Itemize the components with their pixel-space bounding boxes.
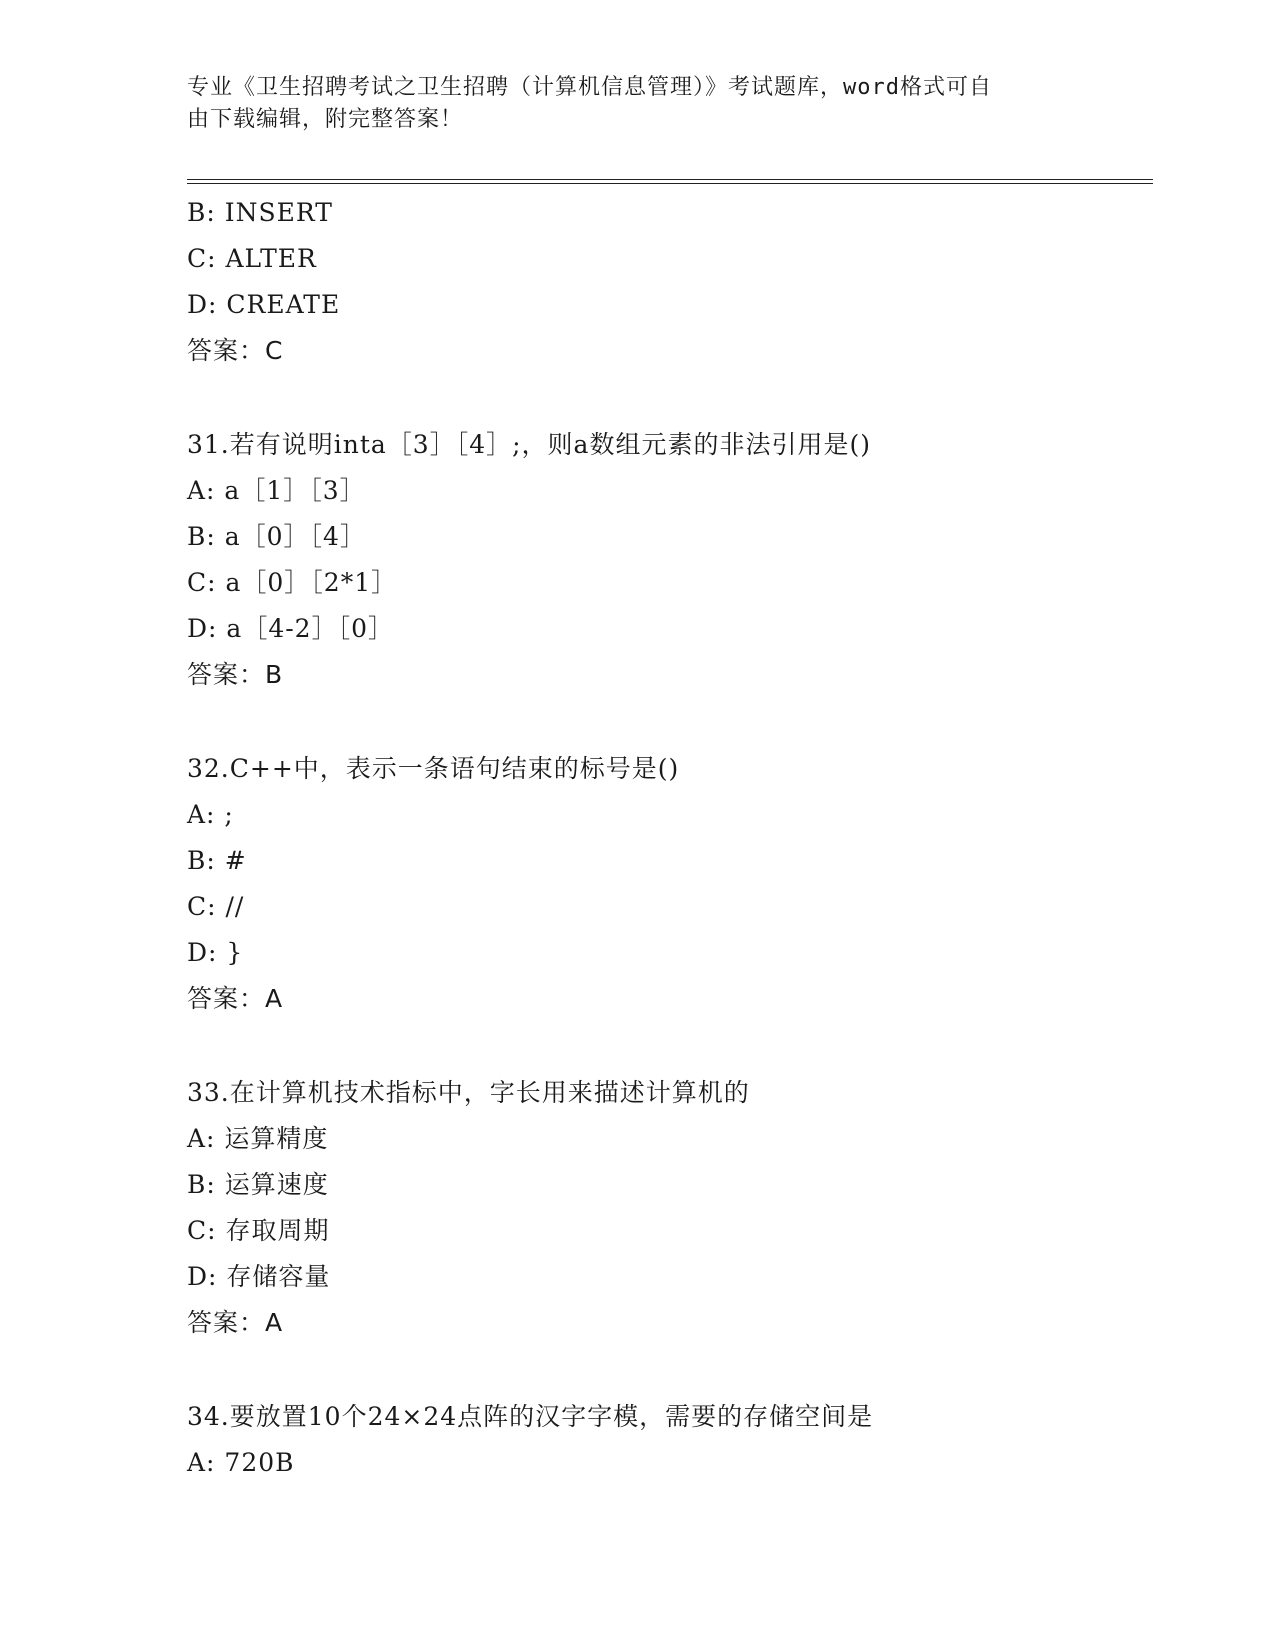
option-b: B: 运算速度 [187,1170,329,1199]
option-c: C: ALTER [187,244,317,273]
spacer [187,1346,1153,1394]
answer-line: 答案：A [187,1308,284,1337]
question-block-31 [187,422,1153,698]
question-stem: 34.要放置10个24×24点阵的汉字字模，需要的存储空间是 [187,1402,874,1431]
question-stem: 32.C++中，表示一条语句结束的标号是() [187,754,680,783]
header-line-2: 由下载编辑，附完整答案！ [187,107,464,132]
option-b: B: INSERT [187,198,333,227]
header-line-1: 专业《卫生招聘考试之卫生招聘（计算机信息管理）》考试题库，word格式可自 [187,75,992,100]
spacer [187,698,1153,746]
document-header [187,72,1067,136]
question-block-34 [187,1394,1153,1486]
question-block-33 [187,1070,1153,1346]
spacer [187,374,1153,422]
option-c: C: 存取周期 [187,1216,330,1245]
option-b: B: # [187,846,247,875]
header-divider-top [187,179,1153,180]
option-d: D: 存储容量 [187,1262,331,1291]
question-list [187,190,1153,1486]
option-c: C: // [187,892,245,921]
question-block-32 [187,746,1153,1022]
option-d: D: CREATE [187,290,341,319]
question-stem: 33.在计算机技术指标中，字长用来描述计算机的 [187,1078,750,1107]
option-d: D: a［4-2］［0］ [187,614,394,643]
question-stem: 31.若有说明inta［3］［4］;，则a数组元素的非法引用是() [187,430,871,459]
option-a: A: 运算精度 [187,1124,329,1153]
option-a: A: ; [187,800,234,829]
option-c: C: a［0］［2*1］ [187,568,398,597]
option-a: A: 720B [187,1448,295,1477]
spacer [187,1022,1153,1070]
header-divider-bottom [187,183,1153,184]
answer-line: 答案：A [187,984,284,1013]
option-d: D: } [187,938,244,967]
question-block-30 [187,190,1153,374]
answer-line: 答案：B [187,660,284,689]
answer-line: 答案：C [187,336,284,365]
option-b: B: a［0］［4］ [187,522,366,551]
option-a: A: a［1］［3］ [187,476,366,505]
